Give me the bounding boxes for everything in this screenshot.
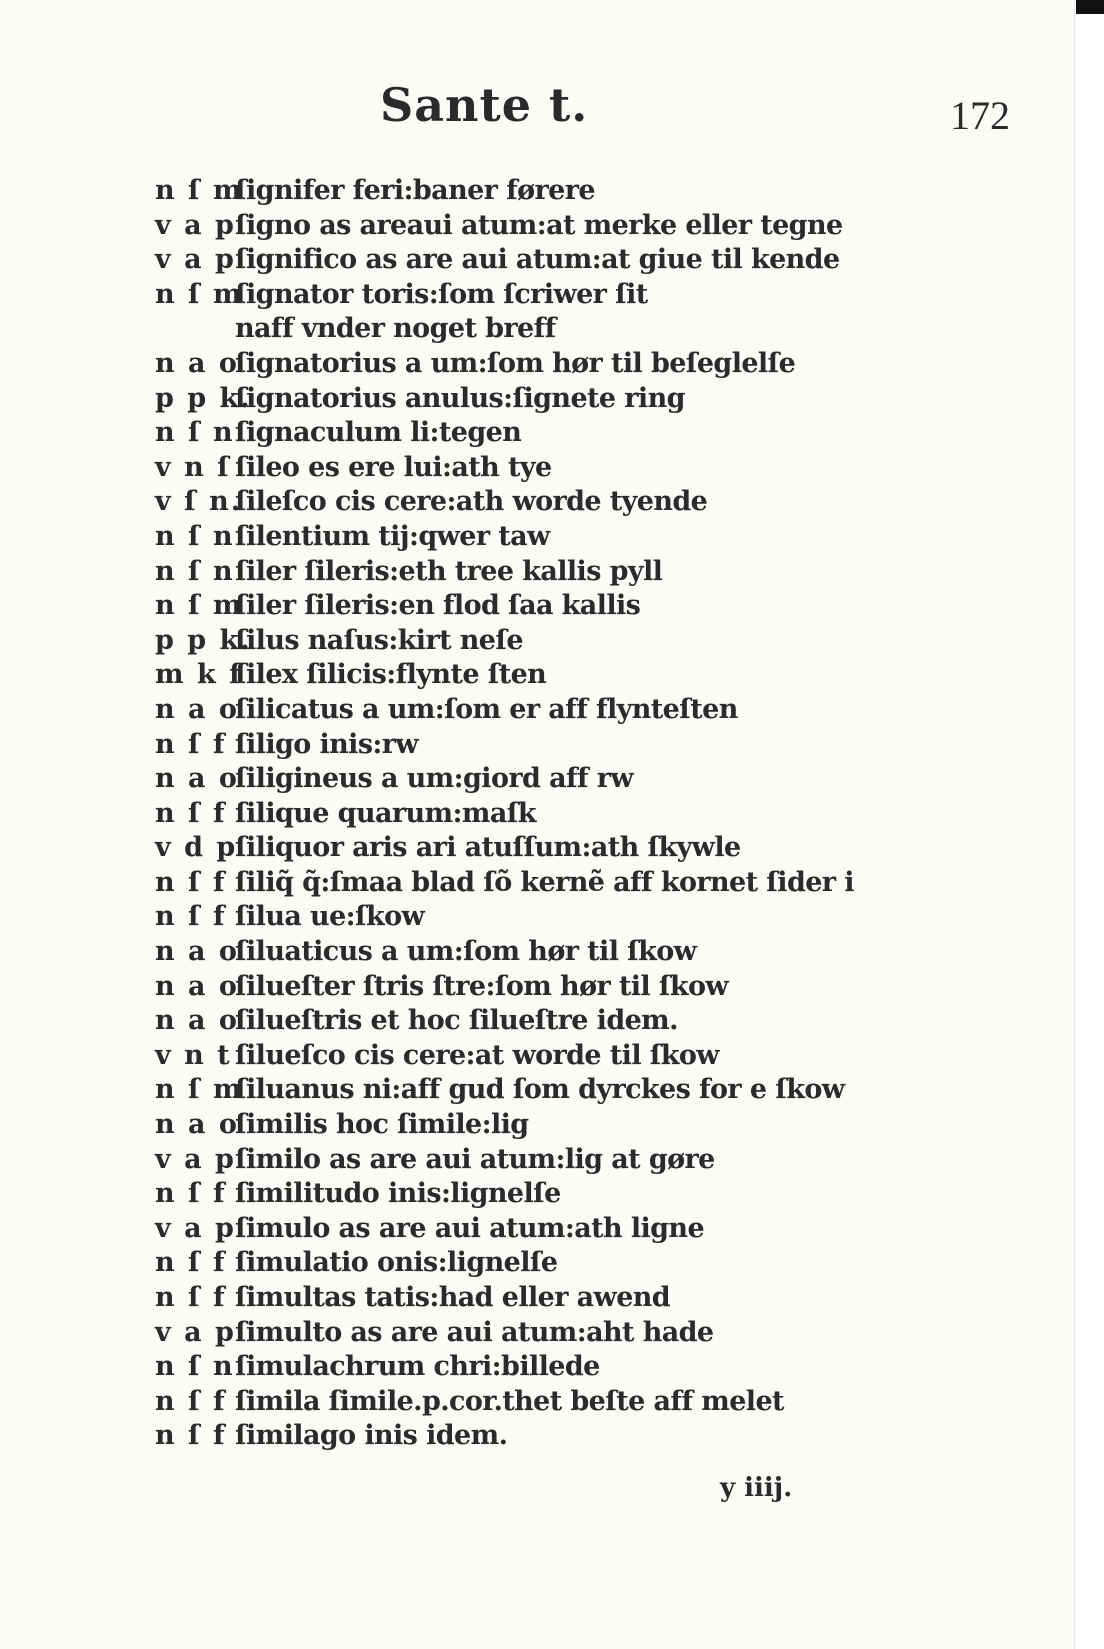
dictionary-entry [155,383,1035,418]
entry-text: ſimilo as are aui atum:lig at gøre [235,1143,715,1175]
grammar-code: n a o [155,763,239,795]
entry-text: ſimulto as are aui atum:aht hade [235,1316,714,1348]
entry-text: ſiluaticus a um:ſom hør til ſkow [235,936,697,968]
dictionary-entry [155,867,1035,902]
dictionary-entry [155,279,1035,314]
entry-text: ſilueſtris et hoc ſilueſtre idem. [235,1005,678,1037]
entry-text: naff vnder noget breff [235,313,556,345]
entry-text: ſiler ſileris:en flod ſaa kallis [235,590,641,622]
dictionary-entry [155,936,1035,971]
dictionary-entry [155,452,1035,487]
grammar-code: n a o [155,936,239,968]
entry-text: ſilentium tij:qwer taw [235,520,550,552]
grammar-code: n ſ f [155,1420,227,1452]
entry-text: ſilique quarum:maſk [235,797,536,829]
dictionary-entry [155,1178,1035,1213]
entry-text: ſimila ſimile.p.cor.thet beſte aff melet [235,1385,784,1417]
grammar-code: n ſ f [155,1282,227,1313]
dictionary-entry [155,1351,1035,1386]
entry-text: ſignatorius anulus:ſignete ring [235,382,685,414]
dictionary-entry [155,1420,1035,1455]
dictionary-entry [155,175,1035,210]
dictionary-entry [155,1386,1035,1421]
page-edge [1074,0,1104,1649]
dictionary-entry [155,1040,1035,1075]
entry-text: ſiligo inis:rw [235,728,419,760]
entry-text: ſilex ſilicis:flynte ſten [235,659,547,691]
dictionary-entry [155,1213,1035,1248]
entry-text: ſiluanus ni:aff gud ſom dyrckes for e ſkow [235,1074,845,1106]
grammar-code: n a o [155,693,239,725]
entry-text: ſignatorius a um:ſom hør til beſeglelſe [235,347,796,379]
edge-mark [1076,0,1104,14]
entry-text: ſignifico as are aui atum:at giue til kende [235,244,840,276]
dictionary-entry [155,971,1035,1006]
signature-mark: y iiij. [720,1473,793,1503]
running-head: Sante t. [380,78,589,132]
grammar-code: v a p [155,1212,236,1244]
dictionary-entry [155,348,1035,383]
dictionary-entry [155,1109,1035,1144]
dictionary-entry [155,798,1035,833]
entry-text: ſimulachrum chri:billede [235,1351,600,1383]
grammar-code: n ſ f [155,1385,227,1417]
dictionary-entry [155,901,1035,936]
dictionary-entry [155,521,1035,556]
grammar-code: n ſ m [155,1074,244,1106]
dictionary-entries [155,175,1035,1455]
grammar-code: n ſ m [155,175,244,206]
entry-text: ſignaculum li:tegen [235,417,522,449]
grammar-code: v ſ n. [155,486,243,518]
dictionary-entry [155,832,1035,867]
entry-text: ſileo es ere lui:ath tye [235,451,552,483]
dictionary-entry [155,210,1035,245]
grammar-code: n a o [155,970,239,1002]
dictionary-entry [155,556,1035,591]
dictionary-entry [155,313,1035,348]
entry-text: ſimulatio onis:lignelſe [235,1247,558,1279]
entry-text: ſignifer feri:baner førere [235,175,595,206]
entry-text: ſimulo as are aui atum:ath ligne [235,1212,705,1244]
dictionary-entry [155,417,1035,452]
entry-text: ſimilago inis idem. [235,1420,508,1452]
dictionary-entry [155,1247,1035,1282]
dictionary-entry [155,244,1035,279]
grammar-code: n ſ n [155,417,235,449]
dictionary-entry [155,729,1035,764]
entry-text: ſilus naſus:kirt neſe [235,624,523,656]
entry-text: ſigno as areaui atum:at merke eller tegne [235,209,843,241]
grammar-code: v a p [155,1316,236,1348]
entry-text: ſimultas tatis:had eller awend [235,1282,671,1313]
grammar-code: v n ſ [155,451,231,483]
entry-text: ſiliq̃ q̃:ſmaa blad ſõ kernẽ aff kornet ſider i [235,866,854,898]
grammar-code: n ſ n [155,1351,235,1383]
grammar-code: n ſ m [155,278,244,310]
grammar-code: n ſ f [155,901,227,933]
dictionary-entry [155,486,1035,521]
entry-text: ſiler ſileris:eth tree kallis pyll [235,555,663,587]
grammar-code: v a p [155,209,236,241]
grammar-code: n a o [155,1005,239,1037]
grammar-code: n ſ n [155,520,235,552]
grammar-code: n ſ f [155,866,227,898]
entry-text: ſignator toris:ſom ſcriwer ſit [235,278,648,310]
grammar-code: n ſ n [155,555,235,587]
dictionary-entry [155,590,1035,625]
dictionary-entry [155,625,1035,660]
dictionary-entry [155,763,1035,798]
entry-text: ſilueſter ſtris ſtre:ſom hør til ſkow [235,970,729,1002]
entry-text: ſilicatus a um:ſom er aff flynteſten [235,693,738,725]
grammar-code: v a p [155,244,236,276]
grammar-code: m k f [155,659,243,691]
dictionary-entry [155,694,1035,729]
entry-text: ſiligineus a um:giord aff rw [235,763,634,795]
dictionary-entry [155,1317,1035,1352]
entry-text: ſilua ue:ſkow [235,901,425,933]
entry-text: ſimilis hoc ſimile:lig [235,1109,529,1141]
grammar-code: n ſ f [155,1178,227,1210]
grammar-code: n a o [155,347,239,379]
page-number: 172 [950,93,1010,138]
grammar-code: n ſ m [155,590,244,622]
entry-text: ſilueſco cis cere:at worde til ſkow [235,1039,719,1071]
entry-text: ſimilitudo inis:lignelſe [235,1178,561,1210]
grammar-code: n ſ f [155,797,227,829]
grammar-code: v a p [155,1143,236,1175]
grammar-code: n a o [155,1109,239,1141]
grammar-code: p p k. [155,382,252,414]
dictionary-entry [155,1074,1035,1109]
dictionary-entry [155,1282,1035,1317]
grammar-code: v d p [155,832,238,864]
grammar-code: n ſ f [155,728,227,760]
entry-text: ſileſco cis cere:ath worde tyende [235,486,708,518]
dictionary-entry [155,659,1035,694]
dictionary-entry [155,1144,1035,1179]
grammar-code: v n t [155,1039,232,1071]
grammar-code: n ſ f [155,1247,227,1279]
entry-text: ſiliquor aris ari atuſſum:ath ſkywle [235,832,741,864]
grammar-code: p p k. [155,624,252,656]
dictionary-entry [155,1005,1035,1040]
